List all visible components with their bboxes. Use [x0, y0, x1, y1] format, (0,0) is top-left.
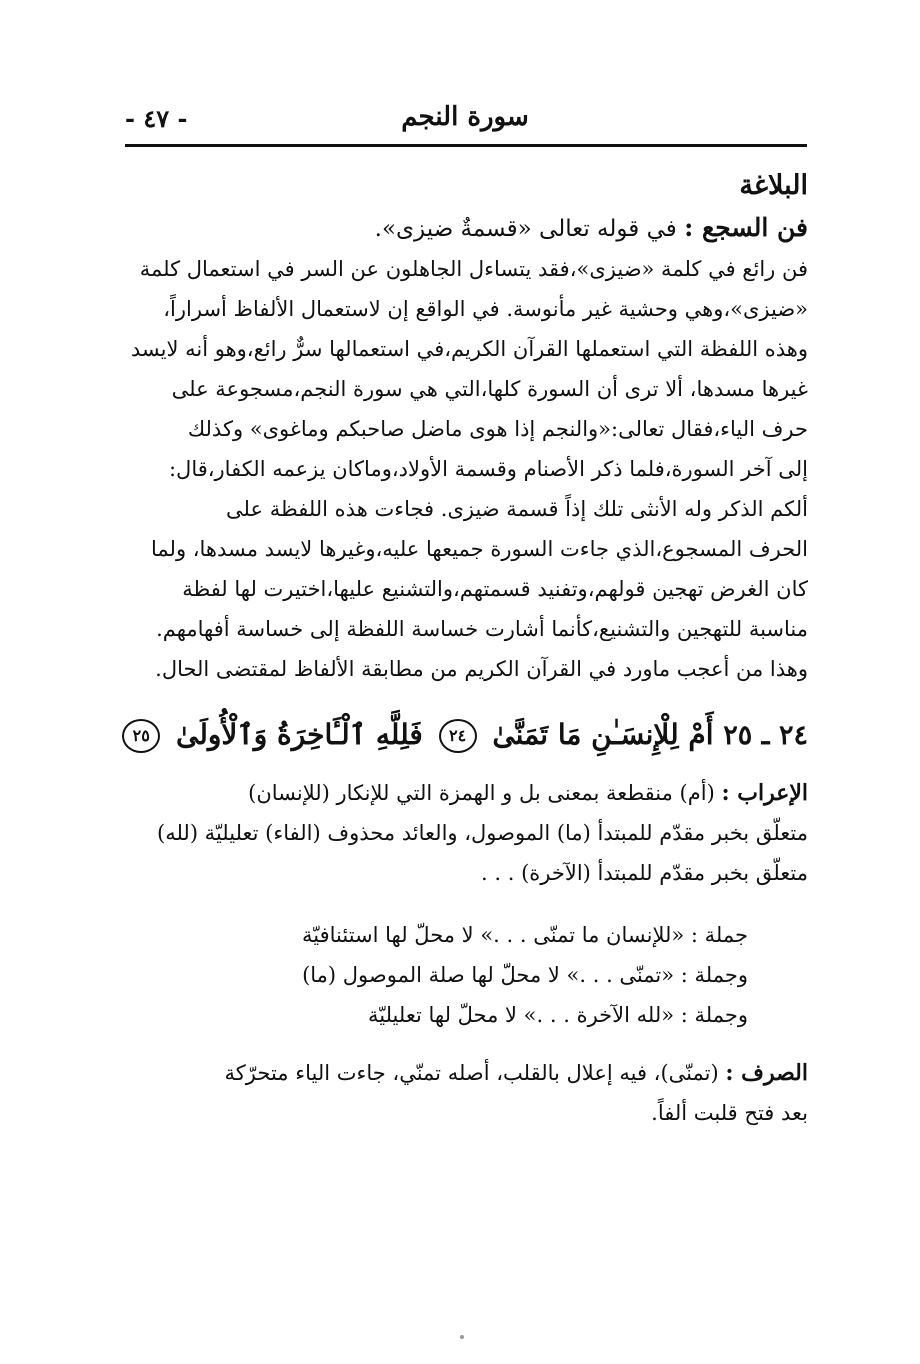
- sarf-paragraph: [120, 1053, 808, 1133]
- sentence-line: وجملة : «تمنّى . . .» لا محلّ لها صلة الموصول (ما): [302, 962, 748, 987]
- sarf-label: الصرف :: [725, 1059, 808, 1086]
- balagha-line: «ضيزى»،وهي وحشية غير مأنوسة. في الواقع إن لاستعمال الألفاظ أسراراً،: [163, 296, 808, 321]
- balagha-heading: البلاغة: [739, 170, 808, 201]
- sarf-first-line: [120, 1053, 808, 1093]
- saj-label: فن السجع :: [684, 213, 808, 243]
- sarf-line: بعد فتح قلبت ألفاً.: [651, 1100, 808, 1125]
- irab-line: (أم) منقطعة بمعنى بل و الهمزة التي للإنكار (للإنسان): [248, 780, 715, 805]
- sentence-line: جملة : «للإنسان ما تمنّى . . .» لا محلّ لها استئنافيّة: [302, 922, 748, 947]
- page-number: - ٤٧ -: [125, 104, 188, 133]
- quran-verse: [120, 715, 808, 755]
- balagha-line: فن رائع في كلمة «ضيزى»،فقد يتساءل الجاهلون عن السر في استعمال كلمة: [139, 256, 808, 281]
- irab-line: متعلّق بخبر مقدّم للمبتدأ (الآخرة) . . .: [481, 860, 808, 885]
- balagha-line: وهذه اللفظة التي استعملها القرآن الكريم،في استعمالها سرٌّ رائع،وهو أنه لايسد: [130, 336, 808, 361]
- ayah-marker-icon: ٢٥: [122, 719, 160, 753]
- irab-first-line: [120, 773, 808, 813]
- irab-line: متعلّق بخبر مقدّم للمبتدأ (ما) الموصول، والعائد محذوف (الفاء) تعليليّة (لله): [157, 820, 808, 845]
- sarf-line: (تمنّى)، فيه إعلال بالقلب، أصله تمنّي، جاءت الياء متحرّكة: [224, 1060, 719, 1085]
- irab-label: الإعراب :: [721, 779, 808, 806]
- surah-title: سورة النجم: [401, 102, 529, 132]
- balagha-line: إلى آخر السورة،فلما ذكر الأصنام وقسمة الأولاد،وماكان يزعمه الكفار،قال:: [168, 456, 808, 481]
- balagha-line: ألكم الذكر وله الأنثى تلك إذاً قسمة ضيزى. فجاءت هذه اللفظة على: [226, 496, 808, 521]
- balagha-line: وهذا من أعجب ماورد في القرآن الكريم من مطابقة الألفاظ لمقتضى الحال.: [155, 656, 808, 681]
- balagha-line: الحرف المسجوع،الذي جاءت السورة جميعها عليه،وغيرها لايسد مسدها، ولما: [151, 536, 808, 561]
- page-header: [125, 98, 805, 142]
- saj-subheading: [120, 210, 808, 246]
- saj-quote: في قوله تعالى «قسمةٌ ضيزى».: [374, 216, 677, 243]
- header-divider: [125, 144, 807, 147]
- sentence-line: وجملة : «لله الآخرة . . .» لا محلّ لها تعليليّة: [368, 1002, 748, 1027]
- verse-part-2: فَلِلَّهِ ٱلْـَٔاخِرَةُ وَٱلْأُولَىٰ: [175, 717, 423, 751]
- sentence-analysis: [120, 915, 748, 1035]
- print-speck: [460, 1335, 464, 1339]
- page-body: [120, 168, 808, 1133]
- balagha-line: حرف الياء،فقال تعالى:«والنجم إذا هوى ماضل صاحبكم وماغوى» وكذلك: [187, 416, 808, 441]
- balagha-line: مناسبة للتهجين والتشنيع،كأنما أشارت خساسة اللفظة إلى خساسة أفهامهم.: [156, 616, 808, 641]
- verse-numbers: ٢٤ ـ ٢٥: [723, 719, 808, 751]
- verse-part-1: أَمْ لِلْإِنسَـٰنِ مَا تَمَنَّىٰ: [492, 717, 714, 751]
- irab-paragraph: [120, 773, 808, 893]
- balagha-paragraph: [120, 249, 808, 689]
- balagha-line: غيرها مسدها، ألا ترى أن السورة كلها،التي هي سورة النجم،مسجوعة على: [171, 376, 808, 401]
- ayah-marker-icon: ٢٤: [439, 719, 477, 753]
- balagha-line: كان الغرض تهجين قولهم،وتفنيد قسمتهم،والتشنيع عليها،اختيرت لها لفظة: [182, 576, 808, 601]
